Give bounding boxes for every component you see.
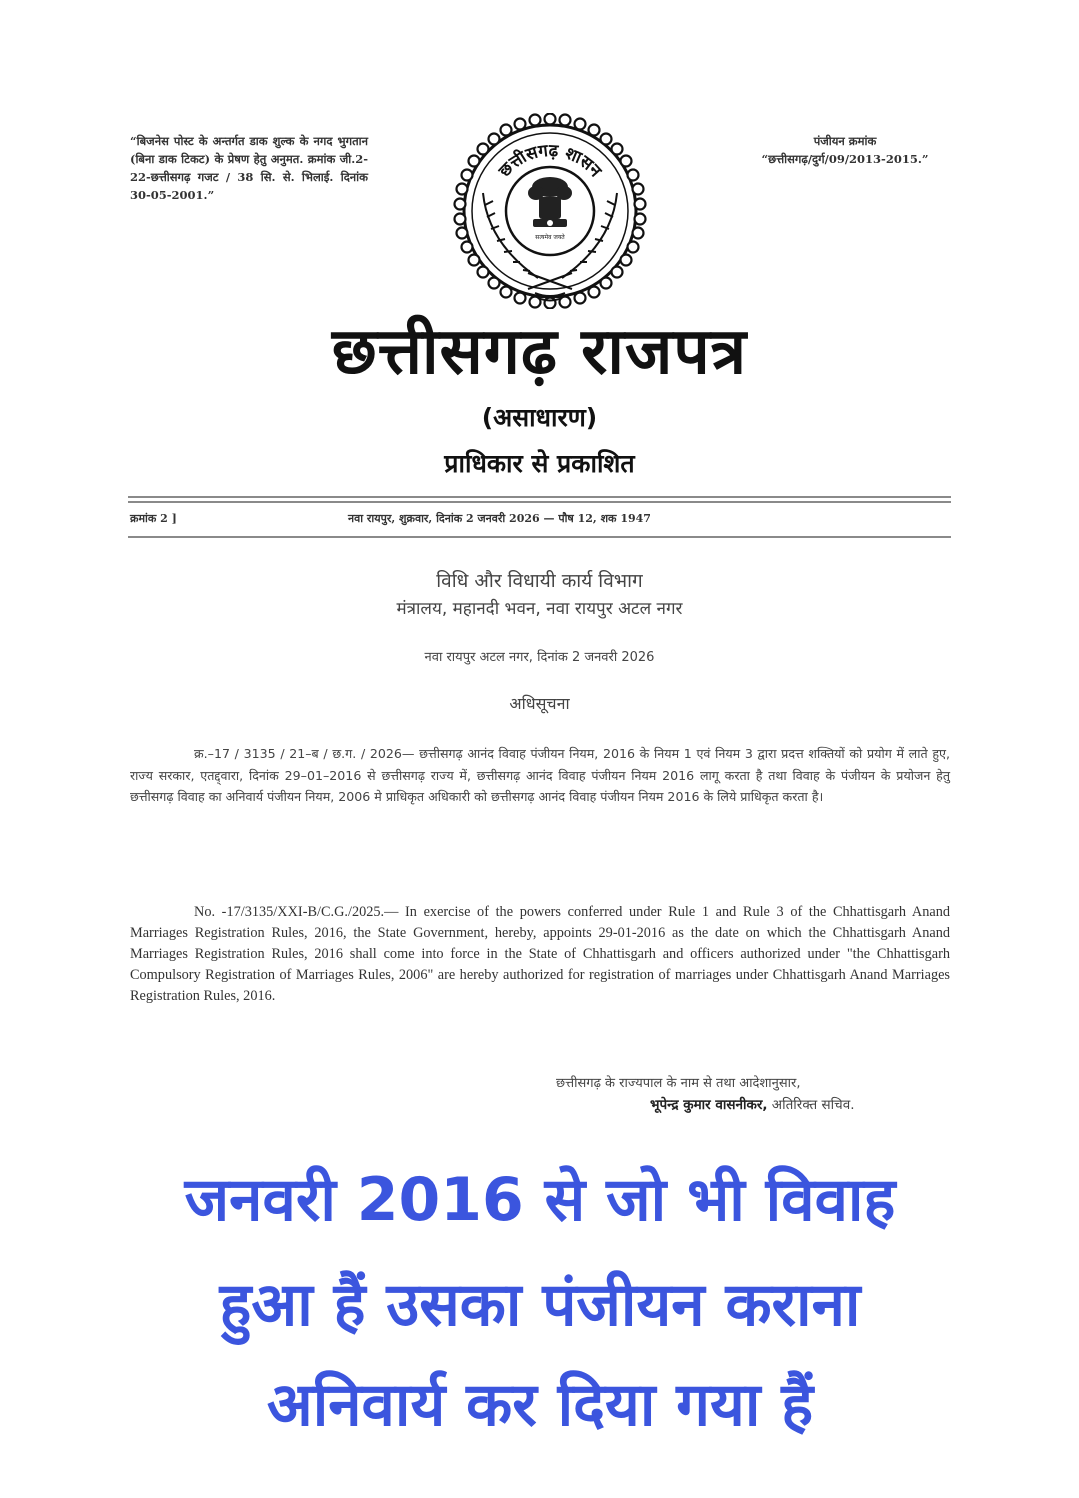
department-address: मंत्रालय, महानदी भवन, नवा रायपुर अटल नगर [396,599,683,619]
postal-notice: “बिजनेस पोस्ट के अन्तर्गत डाक शुल्क के नगद भुगतान (बिना डाक टिकट) के प्रेषण हेतु अनुमत. क्रमांक जी.2-22-छत्तीसगढ़ गजट / 38 सि. से. भिलाई. दिनांक 30-05-2001.” [130,134,368,202]
department-name: विधि और विधायी कार्य विभाग [436,570,643,592]
issue-date: नवा रायपुर, शुक्रवार, दिनांक 2 जनवरी 2026 — पौष 12, शक 1947 [348,512,651,525]
signatory-title: अतिरिक्त सचिव. [767,1097,855,1113]
signatory-name: भूपेन्द्र कुमार वासनीकर, [650,1097,768,1113]
divider-top-1 [128,496,951,498]
registration-label: पंजीयन क्रमांक [813,134,877,148]
authority-line: प्राधिकार से प्रकाशित [444,449,635,478]
svg-text:छत्तीसगढ़ शासन: छत्तीसगढ़ शासन [494,140,606,182]
banner-line-2: हुआ हैं उसका पंजीयन कराना [219,1270,861,1340]
svg-text:सत्यमेव जयते: सत्यमेव जयते [535,234,565,241]
state-emblem-icon [443,113,657,309]
registration-block [720,132,970,168]
english-notification-paragraph: No. -17/3135/XXI-B/C.G./2025.— In exercise of the powers conferred under Rule 1 and Rule 3 of the Chhattisgarh Anand Marriages Registration Rules, 2016, the State Government, hereby, appoints 29-01-2016 as the date on which the Chhattisgarh Anand Marriages Registration Rules, 2016 shall come into force in the State of Chhattisgarh and officers authorized under "the Chhattisgarh Compulsory Registration of Marriages Rules, 2006" are hereby authorized for registration of marriages under Chhattisgarh Anand Marriages Registration Rules, 2016. [130,904,950,1004]
notification-place-date: नवा रायपुर अटल नगर, दिनांक 2 जनवरी 2026 [424,650,655,665]
divider-top-2 [128,501,951,503]
signatory [650,1095,855,1113]
banner-line-1: जनवरी 2016 से जो भी विवाह [184,1165,896,1235]
issue-number: क्रमांक 2 ] [130,512,177,525]
hindi-notification-paragraph: क्र.–17 / 3135 / 21–ब / छ.ग. / 2026— छत्तीसगढ़ आनंद विवाह पंजीयन नियम, 2016 के नियम 1 एवं नियम 3 द्वारा प्रदत्त शक्तियों को प्रयोग में लाते हुए, राज्य सरकार, एतद्द्वारा, दिनांक 29–01–2016 से छत्तीसगढ़ राज्य में, छत्तीसगढ़ आनंद विवाह पंजीयन नियम 2016 लागू करता है तथा विवाह के पंजीयन के प्रयोजन हेतु छत्तीसगढ़ विवाह का अनिवार्य पंजीयन नियम, 2006 मे प्राधिकृत अधिकारी को छत्तीसगढ़ आनंद विवाह पंजीयन नियम 2016 के लिये प्राधिकृत करता है। [130,746,951,804]
divider-bottom [128,536,951,538]
edition-label: (असाधारण) [481,403,598,432]
notification-heading: अधिसूचना [509,694,570,713]
registration-number: “छत्तीसगढ़/दुर्ग/09/2013-2015.” [761,152,929,166]
masthead-title: छत्तीसगढ़ राजपत्र [331,315,748,389]
banner-line-3: अनिवार्य कर दिया गया हैं [266,1370,814,1440]
signature-line: छत्तीसगढ़ के राज्यपाल के नाम से तथा आदेशानुसार, [556,1076,801,1091]
